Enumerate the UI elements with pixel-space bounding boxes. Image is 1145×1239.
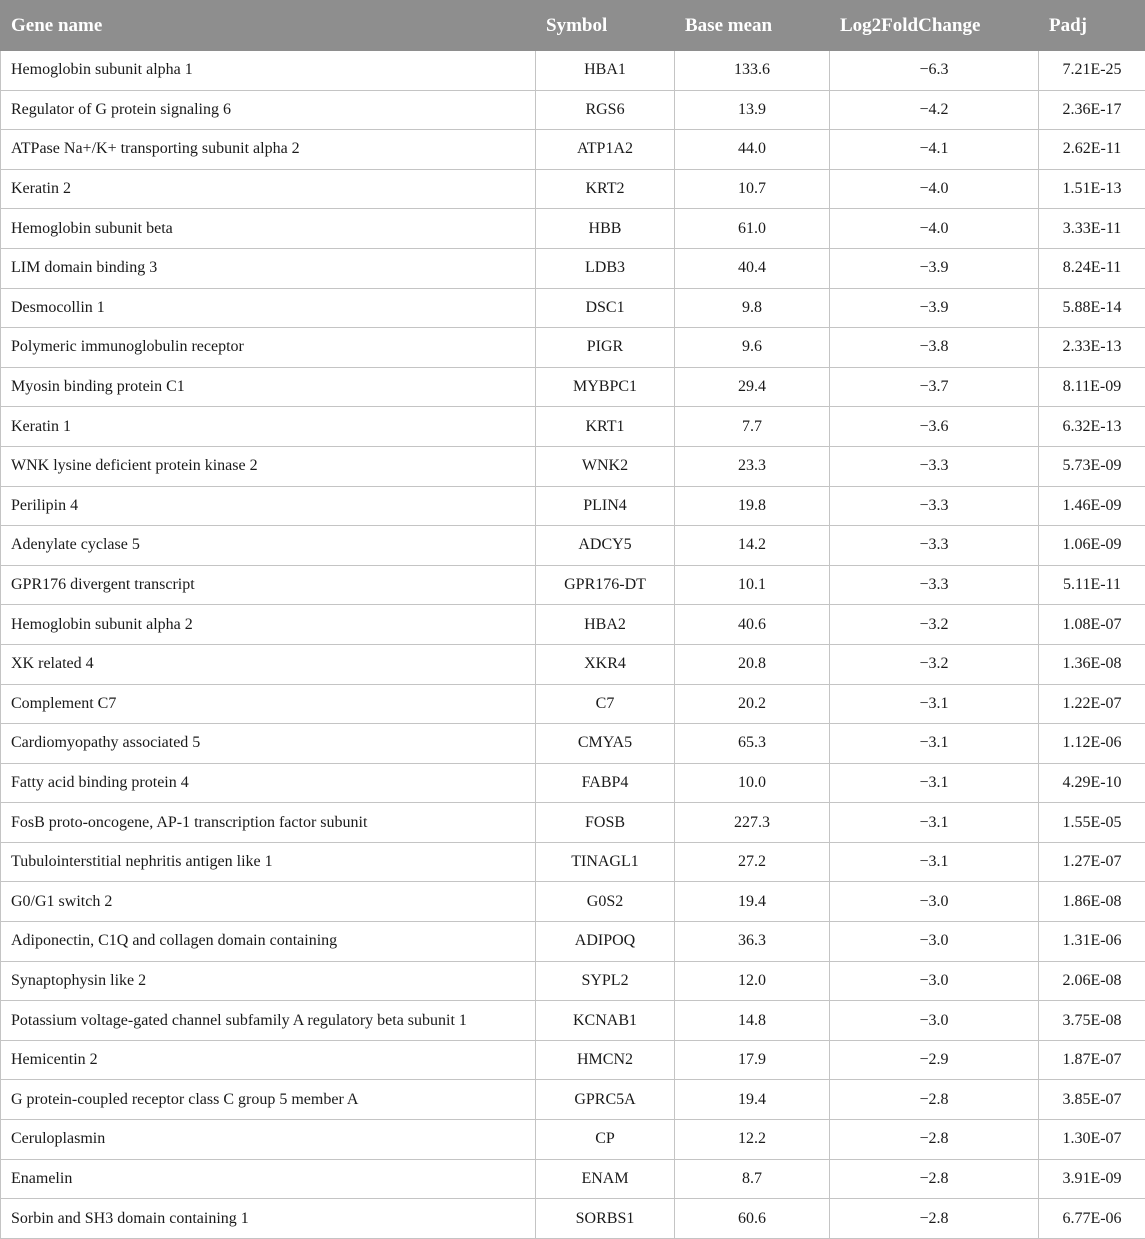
cell-gene-name: Regulator of G protein signaling 6 <box>1 90 536 130</box>
cell-gene-name: Tubulointerstitial nephritis antigen like 1 <box>1 842 536 882</box>
cell-symbol: ADCY5 <box>536 526 675 566</box>
cell-log2foldchange: −3.2 <box>830 605 1039 645</box>
cell-gene-name: XK related 4 <box>1 644 536 684</box>
cell-base-mean: 12.2 <box>675 1120 830 1160</box>
cell-base-mean: 227.3 <box>675 803 830 843</box>
cell-log2foldchange: −2.8 <box>830 1159 1039 1199</box>
table-row <box>1 130 1145 170</box>
cell-log2foldchange: −2.8 <box>830 1120 1039 1160</box>
cell-padj: 3.91E-09 <box>1039 1159 1145 1199</box>
cell-base-mean: 19.4 <box>675 882 830 922</box>
cell-padj: 5.88E-14 <box>1039 288 1145 328</box>
cell-log2foldchange: −3.7 <box>830 367 1039 407</box>
table-row <box>1 961 1145 1001</box>
header-base-mean: Base mean <box>675 1 830 51</box>
cell-padj: 1.46E-09 <box>1039 486 1145 526</box>
cell-gene-name: Keratin 1 <box>1 407 536 447</box>
header-padj: Padj <box>1039 1 1145 51</box>
cell-gene-name: Myosin binding protein C1 <box>1 367 536 407</box>
cell-base-mean: 7.7 <box>675 407 830 447</box>
cell-log2foldchange: −3.3 <box>830 526 1039 566</box>
cell-gene-name: Keratin 2 <box>1 169 536 209</box>
cell-symbol: FABP4 <box>536 763 675 803</box>
cell-log2foldchange: −2.9 <box>830 1040 1039 1080</box>
cell-base-mean: 8.7 <box>675 1159 830 1199</box>
table-row <box>1 684 1145 724</box>
cell-gene-name: Synaptophysin like 2 <box>1 961 536 1001</box>
cell-padj: 2.33E-13 <box>1039 328 1145 368</box>
cell-base-mean: 20.8 <box>675 644 830 684</box>
cell-base-mean: 23.3 <box>675 446 830 486</box>
cell-gene-name: Ceruloplasmin <box>1 1120 536 1160</box>
table-row <box>1 1199 1145 1239</box>
cell-log2foldchange: −3.2 <box>830 644 1039 684</box>
cell-log2foldchange: −3.3 <box>830 565 1039 605</box>
cell-base-mean: 19.4 <box>675 1080 830 1120</box>
cell-gene-name: Hemoglobin subunit alpha 1 <box>1 51 536 91</box>
cell-symbol: HMCN2 <box>536 1040 675 1080</box>
cell-symbol: GPR176-DT <box>536 565 675 605</box>
cell-symbol: HBA2 <box>536 605 675 645</box>
table-row <box>1 1159 1145 1199</box>
cell-log2foldchange: −3.3 <box>830 486 1039 526</box>
cell-base-mean: 9.6 <box>675 328 830 368</box>
cell-gene-name: Adenylate cyclase 5 <box>1 526 536 566</box>
cell-log2foldchange: −3.0 <box>830 882 1039 922</box>
cell-base-mean: 40.4 <box>675 248 830 288</box>
table-row <box>1 90 1145 130</box>
cell-base-mean: 133.6 <box>675 51 830 91</box>
cell-padj: 3.85E-07 <box>1039 1080 1145 1120</box>
cell-padj: 1.87E-07 <box>1039 1040 1145 1080</box>
cell-symbol: LDB3 <box>536 248 675 288</box>
cell-padj: 7.21E-25 <box>1039 51 1145 91</box>
cell-base-mean: 10.7 <box>675 169 830 209</box>
table-row <box>1 565 1145 605</box>
cell-base-mean: 29.4 <box>675 367 830 407</box>
table-row <box>1 446 1145 486</box>
cell-symbol: CP <box>536 1120 675 1160</box>
cell-base-mean: 10.0 <box>675 763 830 803</box>
cell-log2foldchange: −2.8 <box>830 1080 1039 1120</box>
cell-log2foldchange: −3.1 <box>830 763 1039 803</box>
cell-symbol: G0S2 <box>536 882 675 922</box>
table-row <box>1 605 1145 645</box>
cell-symbol: KRT2 <box>536 169 675 209</box>
cell-symbol: SYPL2 <box>536 961 675 1001</box>
cell-symbol: RGS6 <box>536 90 675 130</box>
cell-log2foldchange: −3.8 <box>830 328 1039 368</box>
cell-symbol: FOSB <box>536 803 675 843</box>
cell-base-mean: 14.2 <box>675 526 830 566</box>
cell-gene-name: GPR176 divergent transcript <box>1 565 536 605</box>
cell-base-mean: 9.8 <box>675 288 830 328</box>
cell-padj: 1.08E-07 <box>1039 605 1145 645</box>
cell-base-mean: 12.0 <box>675 961 830 1001</box>
table-row <box>1 763 1145 803</box>
table-row <box>1 248 1145 288</box>
cell-padj: 8.11E-09 <box>1039 367 1145 407</box>
table-row <box>1 882 1145 922</box>
cell-base-mean: 17.9 <box>675 1040 830 1080</box>
cell-symbol: KCNAB1 <box>536 1001 675 1041</box>
cell-log2foldchange: −3.3 <box>830 446 1039 486</box>
cell-gene-name: Adiponectin, C1Q and collagen domain containing <box>1 922 536 962</box>
cell-padj: 6.77E-06 <box>1039 1199 1145 1239</box>
cell-symbol: CMYA5 <box>536 724 675 764</box>
cell-padj: 5.73E-09 <box>1039 446 1145 486</box>
cell-gene-name: ATPase Na+/K+ transporting subunit alpha 2 <box>1 130 536 170</box>
cell-padj: 3.75E-08 <box>1039 1001 1145 1041</box>
cell-symbol: ENAM <box>536 1159 675 1199</box>
cell-log2foldchange: −4.0 <box>830 169 1039 209</box>
cell-padj: 1.51E-13 <box>1039 169 1145 209</box>
cell-log2foldchange: −3.0 <box>830 1001 1039 1041</box>
cell-gene-name: Hemoglobin subunit alpha 2 <box>1 605 536 645</box>
table-row <box>1 209 1145 249</box>
cell-base-mean: 60.6 <box>675 1199 830 1239</box>
cell-symbol: C7 <box>536 684 675 724</box>
table-row <box>1 1001 1145 1041</box>
cell-gene-name: Hemicentin 2 <box>1 1040 536 1080</box>
cell-padj: 1.31E-06 <box>1039 922 1145 962</box>
cell-gene-name: Desmocollin 1 <box>1 288 536 328</box>
cell-log2foldchange: −3.1 <box>830 724 1039 764</box>
cell-base-mean: 13.9 <box>675 90 830 130</box>
cell-gene-name: LIM domain binding 3 <box>1 248 536 288</box>
cell-gene-name: Sorbin and SH3 domain containing 1 <box>1 1199 536 1239</box>
cell-gene-name: Perilipin 4 <box>1 486 536 526</box>
cell-gene-name: Fatty acid binding protein 4 <box>1 763 536 803</box>
cell-symbol: PIGR <box>536 328 675 368</box>
cell-log2foldchange: −3.1 <box>830 684 1039 724</box>
cell-symbol: ATP1A2 <box>536 130 675 170</box>
cell-log2foldchange: −4.2 <box>830 90 1039 130</box>
cell-padj: 4.29E-10 <box>1039 763 1145 803</box>
cell-padj: 3.33E-11 <box>1039 209 1145 249</box>
cell-padj: 1.06E-09 <box>1039 526 1145 566</box>
cell-symbol: TINAGL1 <box>536 842 675 882</box>
cell-gene-name: FosB proto-oncogene, AP-1 transcription factor subunit <box>1 803 536 843</box>
cell-log2foldchange: −3.6 <box>830 407 1039 447</box>
cell-log2foldchange: −4.1 <box>830 130 1039 170</box>
cell-symbol: XKR4 <box>536 644 675 684</box>
header-symbol: Symbol <box>536 1 675 51</box>
cell-base-mean: 61.0 <box>675 209 830 249</box>
cell-gene-name: Hemoglobin subunit beta <box>1 209 536 249</box>
table-row <box>1 51 1145 91</box>
cell-padj: 5.11E-11 <box>1039 565 1145 605</box>
cell-log2foldchange: −3.9 <box>830 288 1039 328</box>
table-row <box>1 367 1145 407</box>
cell-gene-name: Enamelin <box>1 1159 536 1199</box>
cell-padj: 8.24E-11 <box>1039 248 1145 288</box>
cell-log2foldchange: −3.1 <box>830 842 1039 882</box>
cell-padj: 1.27E-07 <box>1039 842 1145 882</box>
table-row <box>1 486 1145 526</box>
cell-base-mean: 40.6 <box>675 605 830 645</box>
cell-symbol: PLIN4 <box>536 486 675 526</box>
cell-base-mean: 44.0 <box>675 130 830 170</box>
cell-gene-name: Polymeric immunoglobulin receptor <box>1 328 536 368</box>
cell-log2foldchange: −3.0 <box>830 961 1039 1001</box>
cell-symbol: SORBS1 <box>536 1199 675 1239</box>
cell-base-mean: 27.2 <box>675 842 830 882</box>
cell-padj: 1.55E-05 <box>1039 803 1145 843</box>
cell-padj: 1.86E-08 <box>1039 882 1145 922</box>
table-row <box>1 288 1145 328</box>
table-row <box>1 724 1145 764</box>
table-row <box>1 526 1145 566</box>
header-gene-name: Gene name <box>1 1 536 51</box>
cell-symbol: HBB <box>536 209 675 249</box>
cell-base-mean: 19.8 <box>675 486 830 526</box>
cell-padj: 2.36E-17 <box>1039 90 1145 130</box>
table-row <box>1 1040 1145 1080</box>
cell-padj: 2.06E-08 <box>1039 961 1145 1001</box>
table-row <box>1 1120 1145 1160</box>
cell-padj: 1.22E-07 <box>1039 684 1145 724</box>
table-body <box>1 51 1145 1239</box>
header-log2foldchange: Log2FoldChange <box>830 1 1039 51</box>
table-row <box>1 407 1145 447</box>
cell-symbol: DSC1 <box>536 288 675 328</box>
table-row <box>1 1080 1145 1120</box>
header-row <box>1 1 1145 51</box>
cell-log2foldchange: −6.3 <box>830 51 1039 91</box>
cell-symbol: ADIPOQ <box>536 922 675 962</box>
cell-base-mean: 10.1 <box>675 565 830 605</box>
cell-gene-name: Complement C7 <box>1 684 536 724</box>
cell-base-mean: 20.2 <box>675 684 830 724</box>
cell-gene-name: Cardiomyopathy associated 5 <box>1 724 536 764</box>
table-row <box>1 922 1145 962</box>
cell-gene-name: WNK lysine deficient protein kinase 2 <box>1 446 536 486</box>
table-row <box>1 644 1145 684</box>
cell-symbol: HBA1 <box>536 51 675 91</box>
cell-gene-name: G0/G1 switch 2 <box>1 882 536 922</box>
cell-padj: 1.36E-08 <box>1039 644 1145 684</box>
cell-log2foldchange: −3.9 <box>830 248 1039 288</box>
cell-log2foldchange: −3.0 <box>830 922 1039 962</box>
cell-padj: 1.30E-07 <box>1039 1120 1145 1160</box>
cell-base-mean: 65.3 <box>675 724 830 764</box>
cell-symbol: KRT1 <box>536 407 675 447</box>
table-header <box>1 1 1145 51</box>
cell-symbol: WNK2 <box>536 446 675 486</box>
table-row <box>1 842 1145 882</box>
cell-padj: 6.32E-13 <box>1039 407 1145 447</box>
cell-base-mean: 36.3 <box>675 922 830 962</box>
cell-base-mean: 14.8 <box>675 1001 830 1041</box>
cell-padj: 2.62E-11 <box>1039 130 1145 170</box>
cell-gene-name: G protein-coupled receptor class C group 5 member A <box>1 1080 536 1120</box>
table-row <box>1 169 1145 209</box>
cell-log2foldchange: −4.0 <box>830 209 1039 249</box>
cell-symbol: GPRC5A <box>536 1080 675 1120</box>
cell-log2foldchange: −2.8 <box>830 1199 1039 1239</box>
cell-log2foldchange: −3.1 <box>830 803 1039 843</box>
table-row <box>1 803 1145 843</box>
table-row <box>1 328 1145 368</box>
cell-padj: 1.12E-06 <box>1039 724 1145 764</box>
cell-gene-name: Potassium voltage-gated channel subfamily A regulatory beta subunit 1 <box>1 1001 536 1041</box>
cell-symbol: MYBPC1 <box>536 367 675 407</box>
